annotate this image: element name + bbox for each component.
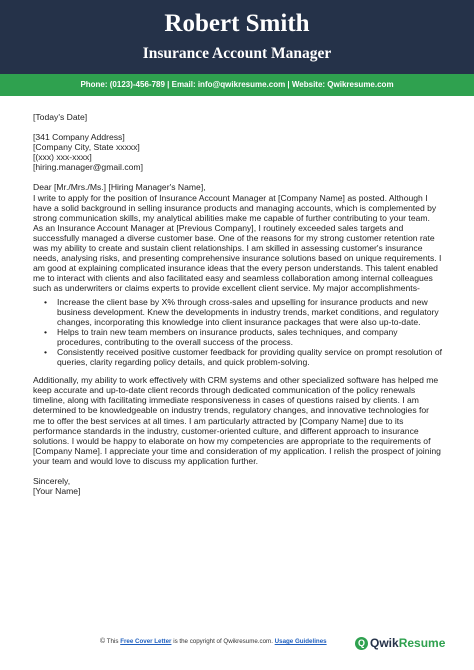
brand-name xyxy=(370,636,445,650)
job-title: Insurance Account Manager xyxy=(142,45,332,62)
free-cover-letter-link[interactable]: Free Cover Letter xyxy=(120,638,172,645)
closing: Sincerely, xyxy=(33,476,71,486)
address-line: [(xxx) xxx-xxxx] xyxy=(33,152,92,163)
paragraph-closing: Additionally, my ability to work effectively with CRM systems and other specialized software has helped me keep accurate and up-to-date client records through dedicated communication of the policy renewals timeline, along with facilitating immediate responsiveness in cases of questions raised by clients. I am determined to be knowledgeable on industry trends, regulatory changes, and innovative technologies for me to offer the best services at all times. I am particularly attracted by [Company Name] due to its performance standards in the industry, customer-oriented culture, and different approach to insurance solutions. I would be happy to elaborate on how my competencies are appropriate to the requirements of [Company Name]. I appreciate your time and consideration of my application. I relish the prospect of joining your team and would love to discuss my application further. xyxy=(33,375,441,466)
recipient-address xyxy=(33,132,443,172)
brand-name-part: Qwik xyxy=(370,636,399,650)
letter-date: [Today's Date] xyxy=(33,112,88,122)
list-item xyxy=(44,346,443,368)
header-banner xyxy=(0,0,474,74)
copyright-icon: © xyxy=(100,638,106,645)
usage-guidelines-link[interactable]: Usage Guidelines xyxy=(274,638,327,645)
address-line: [Company City, State xxxxx] xyxy=(33,142,140,153)
list-item-text: Increase the client base by X% through cross-sales and upselling for insurance products and new business development. Knew the developments in industry trends, market conditions, and regulatory changes, incorporating this knowledge into client insurance packages that were also up-to-date. xyxy=(57,296,439,327)
paragraph-intro: I write to apply for the position of Insurance Account Manager at [Company Name] as posted. Although I have a solid background in selling insurance products and managing accounts, which is complemented by strong communication skills, my analytical abilities make me capable of further contributing to your team. xyxy=(33,192,437,223)
copyright-note xyxy=(100,637,327,647)
letter-body xyxy=(33,112,443,496)
list-item xyxy=(44,326,443,347)
address-line: [341 Company Address] xyxy=(33,132,125,143)
address-line: [hiring.manager@gmail.com] xyxy=(33,162,143,173)
signature: [Your Name] xyxy=(33,486,81,497)
footer xyxy=(0,630,474,670)
list-item-text: Consistently received positive customer feedback for providing quality service on prompt resolution of queries, clarity regarding policy details, and quick problem-solving. xyxy=(57,346,442,368)
paragraph-experience: As an Insurance Account Manager at [Previous Company], I routinely exceeded sales targets and successfully managed a diverse customer base. One of the reasons for my strong customer retention rate was my ability to create and sustain client relationships. I am skilled in assessing customer's insurance needs, analysing risks, and presenting comprehensive insurance solutions based on unique requirements. I am good at explaining complicated insurance ideas that the every person understands. This talent enabled me to interact with clients and also facilitated easy and seamless collaboration among internal colleagues such as underwriters or claims experts to provide excellent client service. My major accomplishments- xyxy=(33,222,442,294)
candidate-name: Robert Smith xyxy=(164,10,310,37)
salutation: Dear [Mr./Mrs./Ms.] [Hiring Manager's Name], xyxy=(33,182,206,193)
bullet-icon: • xyxy=(44,346,48,357)
list-item-text: Helps to train new team members on insurance products, sales techniques, and company procedures, contributing to the overall success of the process. xyxy=(57,326,398,347)
list-item xyxy=(44,296,443,327)
brand-logo xyxy=(355,636,445,650)
footer-text: This xyxy=(106,638,119,645)
brand-name-part: Resume xyxy=(398,636,446,650)
bullet-icon: • xyxy=(44,296,48,307)
accomplishments-list xyxy=(33,297,443,368)
contact-bar: Phone: (0123)-456-789 | Email: info@qwikresume.com | Website: Qwikresume.com xyxy=(0,74,474,96)
logo-icon: Q xyxy=(355,637,368,650)
bullet-icon: • xyxy=(44,326,48,337)
footer-text: is the copyright of Qwikresume.com. xyxy=(173,638,273,645)
